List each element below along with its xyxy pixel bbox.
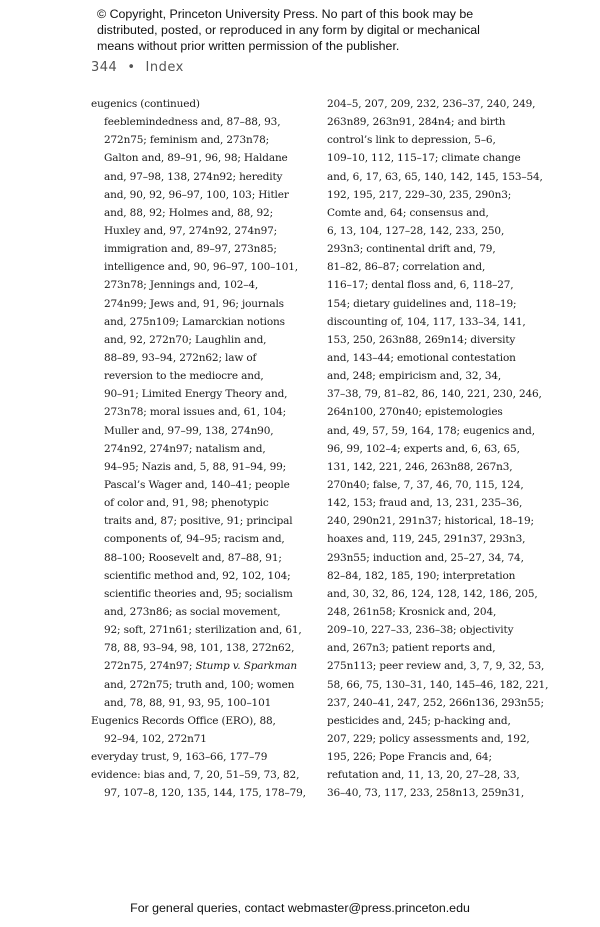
index-entry-line: immigration and, 89–97, 273n85; [104, 243, 277, 256]
copyright-line: distributed, posted, or reproduced in any form by digital or mechanical [97, 23, 480, 37]
index-entry-line: 293n55; induction and, 25–27, 34, 74, [327, 551, 524, 564]
case-name: Stump v. Sparkman [195, 660, 298, 673]
index-entry-line [91, 657, 306, 675]
index-entry-line: Pascal’s Wager and, 140–41; people [104, 478, 290, 491]
index-entry-line: and, 97–98, 138, 274n92; heredity [104, 170, 283, 183]
index-entry-line: Huxley and, 97, 274n92, 274n97; [104, 224, 278, 237]
index-entry-line: 275n113; peer review and, 3, 7, 9, 32, 53, [327, 660, 545, 673]
index-entry-line: pesticides and, 245; p-hacking and, [327, 714, 511, 727]
index-entry-line: Eugenics Records Office (ERO), 88, [91, 714, 276, 727]
index-entry-line: discounting of, 104, 117, 133–34, 141, [327, 315, 526, 328]
index-entry-line: 131, 142, 221, 246, 263n88, 267n3, [327, 460, 513, 473]
index-entry-line: and, 6, 17, 63, 65, 140, 142, 145, 153–54, [327, 170, 543, 183]
index-entry-line: refutation and, 11, 13, 20, 27–28, 33, [327, 769, 520, 782]
index-entry-line: 37–38, 79, 81–82, 86, 140, 221, 230, 246, [327, 388, 542, 401]
index-entry-line: 240, 290n21, 291n37; historical, 18–19; [327, 515, 534, 528]
index-entry-line: 116–17; dental floss and, 6, 118–27, [327, 279, 514, 292]
index-entry-text: 272n75, 274n97; [104, 660, 196, 673]
index-entry-line: 90–91; Limited Energy Theory and, [104, 388, 288, 401]
index-entry-line: 82–84, 182, 185, 190; interpretation [327, 569, 516, 582]
running-head [91, 60, 184, 75]
index-entry-line: 273n78; Jennings and, 102–4, [104, 279, 259, 292]
index-column-left [91, 95, 306, 802]
index-entry-line: control’s link to depression, 5–6, [327, 134, 496, 147]
index-entry-line: 153, 250, 263n88, 269n14; diversity [327, 333, 516, 346]
index-entry-line: 264n100, 270n40; epistemologies [327, 406, 503, 419]
index-entry-line: evidence: bias and, 7, 20, 51–59, 73, 82, [91, 769, 300, 782]
index-entry-line: 88–89, 93–94, 272n62; law of [104, 351, 257, 364]
index-entry-line: 209–10, 227–33, 236–38; objectivity [327, 624, 514, 637]
section-title: Index [145, 60, 184, 75]
index-entry-line: scientific method and, 92, 102, 104; [104, 569, 291, 582]
index-entry-line: reversion to the mediocre and, [104, 370, 264, 383]
index-entry-line: 274n92, 274n97; natalism and, [104, 442, 266, 455]
index-entry-line: intelligence and, 90, 96–97, 100–101, [104, 261, 298, 274]
index-entry-line: and, 273n86; as social movement, [104, 605, 281, 618]
index-entry-line: scientific theories and, 95; socialism [104, 587, 293, 600]
index-entry-line: 207, 229; policy assessments and, 192, [327, 732, 530, 745]
index-entry-line: 272n75; feminism and, 273n78; [104, 134, 270, 147]
index-entry-line: 81–82, 86–87; correlation and, [327, 261, 486, 274]
index-entry-line: 6, 13, 104, 127–28, 142, 233, 250, [327, 224, 505, 237]
index-entry-line: 58, 66, 75, 130–31, 140, 145–46, 182, 221, [327, 678, 549, 691]
index-entry-line: everyday trust, 9, 163–66, 177–79 [91, 751, 268, 764]
footer-contact: For general queries, contact webmaster@press.princeton.edu [130, 901, 470, 915]
index-entry-line: and, 92, 272n70; Laughlin and, [104, 333, 267, 346]
index-entry-line: and, 272n75; truth and, 100; women [104, 678, 295, 691]
index-entry-line: 36–40, 73, 117, 233, 258n13, 259n31, [327, 787, 525, 800]
index-entry-line: 92–94, 102, 272n71 [104, 732, 207, 745]
index-entry-line: 263n89, 263n91, 284n4; and birth [327, 116, 506, 129]
index-entry-line: components of, 94–95; racism and, [104, 533, 285, 546]
index-entry-line: 274n99; Jews and, 91, 96; journals [104, 297, 284, 310]
index-entry-line: eugenics (continued) [91, 98, 200, 110]
index-entry-line: Comte and, 64; consensus and, [327, 206, 489, 219]
index-column-right [327, 95, 549, 802]
index-entry-line: 94–95; Nazis and, 5, 88, 91–94, 99; [104, 460, 287, 473]
index-entry-line: 270n40; false, 7, 37, 46, 70, 115, 124, [327, 478, 524, 491]
index-entry-line: and, 78, 88, 91, 93, 95, 100–101 [104, 696, 272, 709]
index-entry-line: and, 49, 57, 59, 164, 178; eugenics and, [327, 424, 535, 437]
index-entry-line: 88–100; Roosevelt and, 87–88, 91; [104, 551, 282, 564]
index-entry-line: 142, 153; fraud and, 13, 231, 235–36, [327, 497, 523, 510]
index-entry-line: 154; dietary guidelines and, 118–19; [327, 297, 517, 310]
index-entry-line: 273n78; moral issues and, 61, 104; [104, 406, 287, 419]
index-entry-line: 92; soft, 271n61; sterilization and, 61, [104, 624, 302, 637]
copyright-notice [97, 6, 517, 54]
copyright-line: © Copyright, Princeton University Press. No part of this book may be [97, 7, 474, 21]
index-entry-line: and, 275n109; Lamarckian notions [104, 315, 285, 328]
index-entry-line: 192, 195, 217, 229–30, 235, 290n3; [327, 188, 512, 201]
index-entry-line: Muller and, 97–99, 138, 274n90, [104, 424, 274, 437]
index-entry-line: and, 143–44; emotional contestation [327, 351, 516, 364]
index-entry-line: Galton and, 89–91, 96, 98; Haldane [104, 152, 288, 165]
index-entry-line: 78, 88, 93–94, 98, 101, 138, 272n62, [104, 642, 295, 655]
index-entry-line: and, 90, 92, 96–97, 100, 103; Hitler [104, 188, 289, 201]
copyright-line: means without prior written permission of the publisher. [97, 39, 400, 53]
index-entry-line: and, 30, 32, 86, 124, 128, 142, 186, 205, [327, 587, 538, 600]
index-entry-line: traits and, 87; positive, 91; principal [104, 515, 293, 528]
separator-bullet: • [127, 60, 136, 75]
index-entry-line: 109–10, 112, 115–17; climate change [327, 152, 521, 165]
index-entry-line: 237, 240–41, 247, 252, 266n136, 293n55; [327, 696, 544, 709]
index-entry-line: 293n3; continental drift and, 79, [327, 243, 496, 256]
index-entry-line: 195, 226; Pope Francis and, 64; [327, 751, 492, 764]
index-entry-line: 97, 107–8, 120, 135, 144, 175, 178–79, [104, 787, 306, 800]
index-entry-line: and, 267n3; patient reports and, [327, 642, 496, 655]
index-entry-line: and, 248; empiricism and, 32, 34, [327, 370, 502, 383]
index-entry-line: feeblemindedness and, 87–88, 93, [104, 116, 281, 129]
index-entry-line: 204–5, 207, 209, 232, 236–37, 240, 249, [327, 98, 536, 110]
page-number: 344 [91, 60, 118, 75]
index-entry-line: hoaxes and, 119, 245, 291n37, 293n3, [327, 533, 526, 546]
index-entry-line: of color and, 91, 98; phenotypic [104, 497, 269, 510]
index-entry-line: 96, 99, 102–4; experts and, 6, 63, 65, [327, 442, 520, 455]
index-entry-line: and, 88, 92; Holmes and, 88, 92; [104, 206, 273, 219]
index-entry-line: 248, 261n58; Krosnick and, 204, [327, 605, 497, 618]
